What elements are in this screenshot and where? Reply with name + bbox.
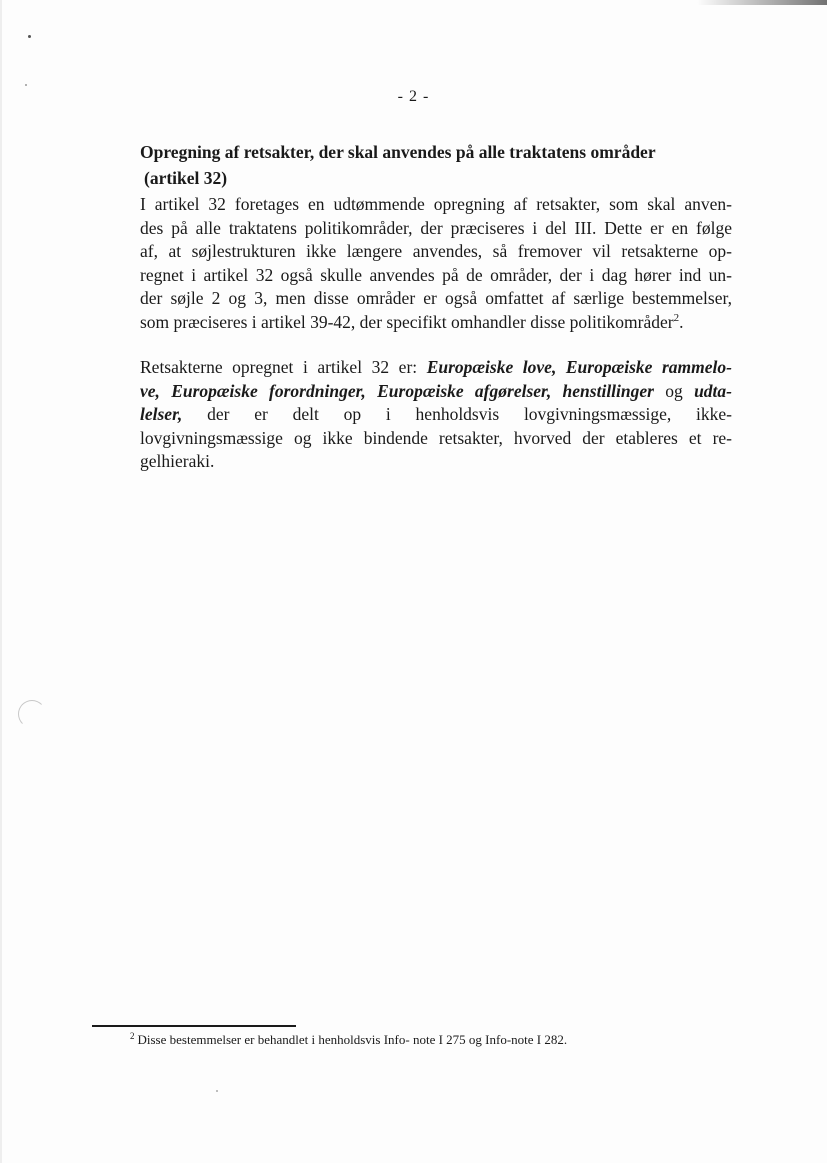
heading-line-2: (artikel 32) (144, 168, 228, 188)
section-heading (140, 139, 740, 191)
punch-hole-mark (18, 700, 46, 728)
paragraph-2-line: lovgivningsmæssige og ikke bindende retsakter, hvorved der etableres et re- (140, 427, 732, 448)
paragraph-1-line: af, at søjlestrukturen ikke længere anvendes, så fremover vil retsakterne op- (140, 241, 732, 262)
footnote-number: 2 (130, 1030, 135, 1041)
sentence-end: . (679, 311, 684, 332)
paragraph-1 (140, 193, 732, 335)
scan-left-edge (0, 0, 2, 1163)
paragraph-1-line: des på alle traktatens politikområder, der præciseres i del III. Dette er en følge (140, 217, 732, 238)
scan-edge-shadow (697, 0, 827, 5)
heading-line-1: Opregning af retsakter, der skal anvendes på alle traktatens områder (140, 142, 656, 162)
paragraph-1-line: regnet i artikel 32 også skulle anvendes på de områder, der i dag hører ind un- (140, 264, 732, 285)
scan-speck (25, 84, 27, 86)
footnote-reference[interactable]: 2 (673, 312, 680, 325)
page-number: - 2 - (397, 88, 430, 105)
emphasis-term: Europæiske love, Europæiske rammelo- (426, 357, 732, 377)
emphasis-term: udta- (694, 380, 732, 401)
paragraph-1-line-text: som præciseres i artikel 39-42, der specifikt omhandler disse politikområder (140, 311, 674, 332)
paragraph-2-line (140, 403, 732, 427)
paragraph-1-line: der søjle 2 og 3, men disse områder er også omfattet af særlige bestemmelser, (140, 288, 732, 309)
emphasis-term: ve, Europæiske forordninger, Europæiske afgørelser, henstillinger (140, 380, 654, 401)
footnote-separator (92, 1025, 296, 1027)
paragraph-1-last-line (140, 311, 732, 335)
paragraph-2 (140, 356, 732, 474)
scan-speck (216, 1090, 218, 1092)
paragraph-2-line (140, 380, 732, 404)
paragraph-2-text: og (653, 380, 695, 401)
footnote-text: Disse bestemmelser er behandlet i henholdsvis Info- note I 275 og Info-note I 282. (137, 1032, 568, 1047)
emphasis-term: lelser, (140, 404, 183, 425)
paragraph-2-line (140, 356, 732, 380)
paragraph-2-last-line: gelhieraki. (140, 451, 215, 472)
paragraph-2-text: der er delt op i henholdsvis lovgivningsmæssige, ikke- (182, 404, 732, 425)
scan-speck (28, 35, 31, 38)
paragraph-1-line: I artikel 32 foretages en udtømmende opregning af retsakter, som skal anven- (140, 194, 732, 214)
paragraph-2-text: Retsakterne opregnet i artikel 32 er: (140, 357, 427, 377)
footnote (130, 1031, 750, 1049)
